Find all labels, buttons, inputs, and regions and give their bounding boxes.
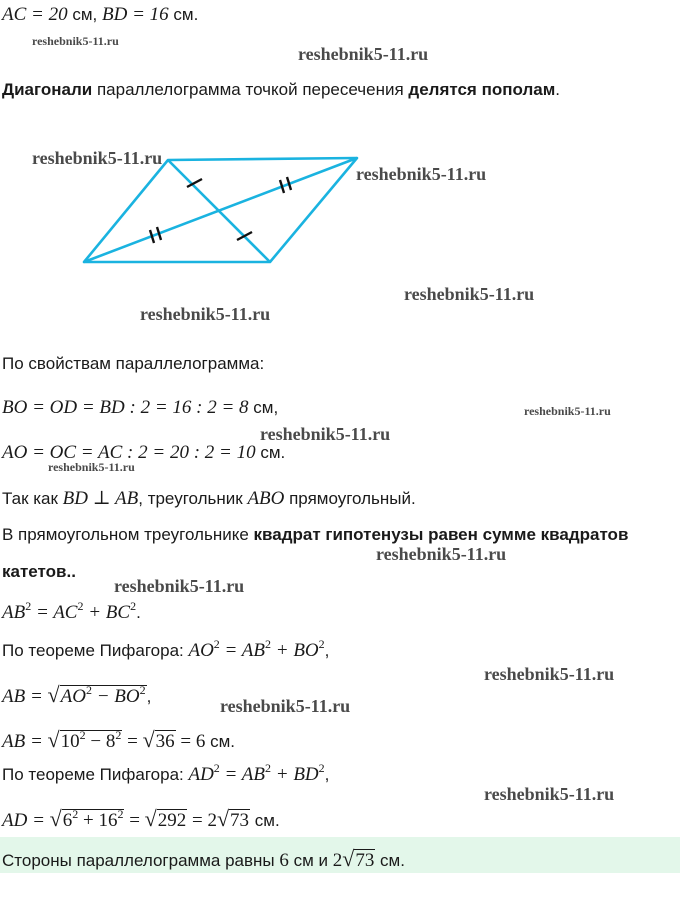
statement-middle: параллелограмма точкой пересечения [92, 80, 409, 99]
eq-ab2-eq: = [122, 731, 143, 752]
rule-line1 [2, 525, 628, 545]
watermark: reshebnik5-11.ru [298, 44, 429, 64]
watermark: reshebnik5-11.ru [404, 284, 535, 304]
pyth1-a: AO [188, 640, 214, 661]
rule-line2 [2, 562, 76, 582]
eq1-end: . [136, 603, 141, 622]
eq-ab2 [2, 727, 235, 753]
statement-bold-end: делятся пополам [408, 80, 556, 99]
sup: 2 [117, 807, 124, 821]
sup: 2 [77, 599, 84, 613]
eq-ad-r1: 6 [62, 810, 73, 831]
perp-statement [2, 487, 416, 510]
ao-equation [2, 442, 285, 464]
pyth1-b: = AB [219, 640, 265, 661]
given-ac-unit: см, [72, 5, 98, 24]
eq1-mid: = AC [31, 602, 78, 623]
sup: 2 [318, 637, 325, 651]
bo-equation [2, 397, 278, 419]
sup: 2 [72, 807, 79, 821]
answer-r: 73 [355, 850, 375, 871]
watermark: reshebnik5-11.ru [32, 34, 119, 48]
perp-middle: , треугольник [138, 489, 248, 508]
sqrt-36: √36 [142, 727, 175, 752]
perp-expr: BD ⊥ AB [62, 488, 139, 509]
answer-unit: см. [375, 851, 405, 870]
pyth2-prefix: По теореме Пифагора: [2, 765, 189, 784]
answer-text [2, 846, 405, 872]
pyth2 [2, 761, 330, 786]
rule-prefix: В прямоугольном треугольнике [2, 525, 254, 544]
given-bd-unit: см. [173, 5, 199, 24]
answer-prefix: Стороны параллелограмма равны [2, 851, 280, 870]
watermark: reshebnik5-11.ru [524, 404, 611, 418]
statement-end: . [555, 80, 561, 99]
sup: 2 [85, 683, 92, 697]
sqrt-73: √73 [216, 806, 250, 831]
watermark: reshebnik5-11.ru [356, 164, 487, 184]
eq1 [2, 599, 141, 624]
sup: 2 [139, 683, 146, 697]
eq-ad-unit: см. [250, 811, 280, 830]
watermark: reshebnik5-11.ru [48, 460, 135, 474]
eq-ab1-r2: − BO [91, 686, 140, 707]
sqrt-ao-bo: $√AO^2 - BO^2$ [47, 682, 146, 707]
pyth1-prefix: По теореме Пифагора: [2, 641, 189, 660]
ao-eq: AO = OC = AC : 2 = 20 : 2 = 10 [2, 442, 256, 463]
sqrt-6-16: $√6^2 + 16^2$ [49, 806, 124, 831]
bo-eq: BO = OD = BD : 2 = 16 : 2 = 8 [2, 397, 249, 418]
given-ac: AC = 20 [2, 4, 68, 25]
sup: 2 [213, 637, 220, 651]
sup: 2 [265, 761, 271, 775]
pyth2-end: , [324, 765, 330, 784]
watermark: reshebnik5-11.ru [114, 576, 245, 596]
eq-ab2-r3: 36 [155, 731, 175, 752]
rule-bold-line1: квадрат гипотенузы равен сумме квадратов [253, 525, 629, 544]
eq-ab2-lhs: AB = [2, 731, 48, 752]
sup: 2 [130, 599, 137, 613]
answer-v1: 6 [279, 850, 289, 871]
answer-mid: см и [288, 851, 333, 870]
eq-ab2-unit: см. [210, 732, 236, 751]
sup: 2 [265, 637, 271, 651]
eq1-mid2: + BC [83, 602, 131, 623]
eq-ab2-eq2: = 6 [175, 731, 211, 752]
given-bd: BD = 16 [102, 4, 169, 25]
property-intro: По свойствам параллелограмма: [2, 354, 265, 373]
pyth1 [2, 637, 330, 662]
sup: 2 [318, 761, 325, 775]
eq-ab1 [2, 682, 151, 708]
answer-box [0, 837, 680, 873]
pyth1-c: + BO [271, 640, 319, 661]
eq-ab1-end: , [146, 687, 152, 706]
bo-unit: см, [253, 398, 279, 417]
answer-sqrt-73: √73 [342, 846, 375, 871]
pyth2-a: AD [188, 764, 214, 785]
eq-ab1-lhs: AB = [2, 686, 48, 707]
sup: 2 [213, 761, 220, 775]
eq-ad-lhs: AD = [2, 810, 50, 831]
perp-suffix: прямоугольный. [284, 489, 416, 508]
rule-bold-line2: катетов [2, 562, 67, 581]
pyth2-b: = AB [219, 764, 265, 785]
ao-unit: см. [260, 443, 286, 462]
statement-bold-start: Диагонали [2, 80, 93, 99]
perp-prefix: Так как [2, 489, 63, 508]
watermark: reshebnik5-11.ru [140, 304, 271, 324]
pyth2-c: + BD [271, 764, 319, 785]
eq-ad-r3: 292 [157, 810, 187, 831]
watermark: reshebnik5-11.ru [260, 424, 391, 444]
given-line [2, 4, 198, 26]
answer-v2: 2 [332, 850, 343, 871]
eq1-lhs: AB [2, 602, 26, 623]
eq-ad-r2: + 16 [78, 810, 118, 831]
watermark: reshebnik5-11.ru [32, 148, 163, 168]
eq-ad-eq2: = 2 [187, 810, 217, 831]
statement [2, 80, 560, 100]
watermark: reshebnik5-11.ru [376, 544, 507, 564]
diagonal-ac [84, 158, 357, 262]
eq-ad [2, 806, 280, 832]
tick-od [237, 232, 252, 240]
eq-ab1-r1: AO [60, 686, 86, 707]
perp-tri: ABO [247, 488, 285, 509]
watermark: reshebnik5-11.ru [484, 784, 615, 804]
eq-ad-r4: 73 [230, 810, 250, 831]
sqrt-10-8: $√10^2 - 8^2$ [47, 727, 122, 752]
sqrt-292: √292 [144, 806, 187, 831]
rule-end: .. [66, 562, 76, 581]
diagonal-bd [168, 160, 270, 262]
watermark: reshebnik5-11.ru [484, 664, 615, 684]
eq-ab2-r2: − 8 [85, 731, 116, 752]
sup: 2 [25, 599, 32, 613]
eq-ab2-r1: 10 [60, 731, 80, 752]
sup: 2 [115, 728, 122, 742]
watermark: reshebnik5-11.ru [220, 696, 351, 716]
sup: 2 [79, 728, 86, 742]
eq-ad-eq: = [124, 810, 145, 831]
pyth1-end: , [324, 641, 330, 660]
